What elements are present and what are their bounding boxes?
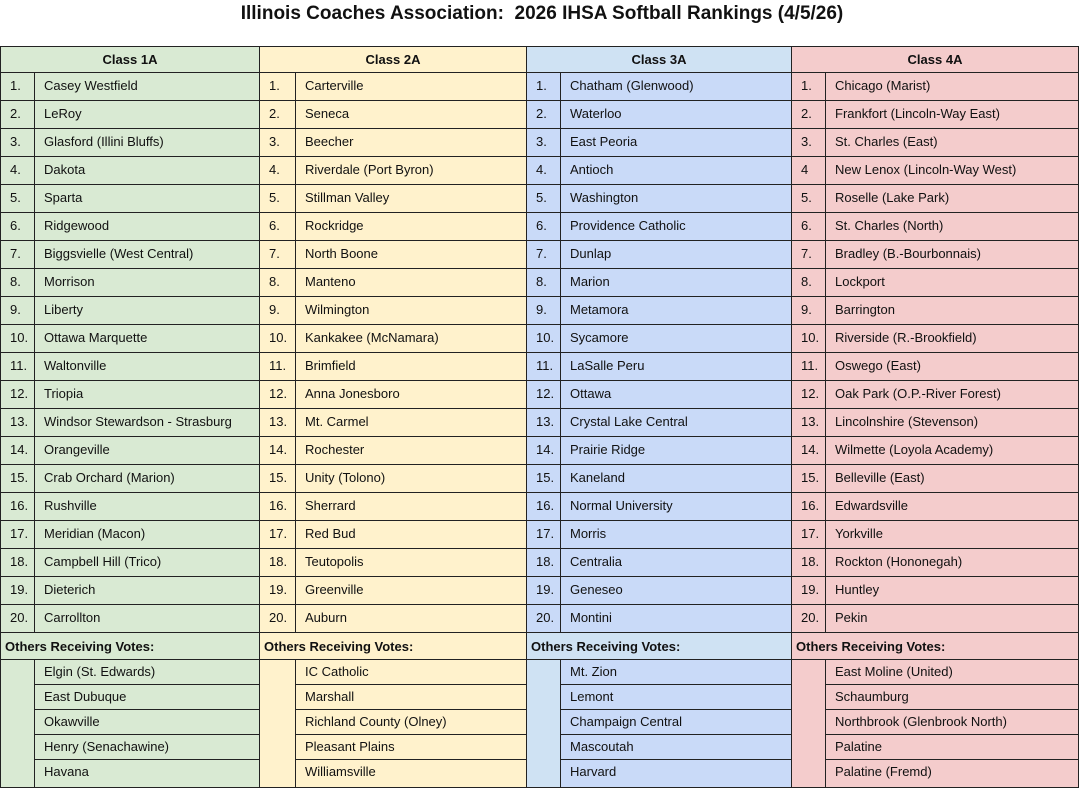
rank-number: 17.: [0, 520, 35, 549]
ranked-team: Dieterich: [34, 576, 260, 605]
rank-number: 4: [791, 156, 826, 185]
rank-number: 2.: [526, 100, 561, 129]
rank-number: 7.: [526, 240, 561, 269]
others-team: Champaign Central: [560, 709, 792, 735]
ranked-team: Chicago (Marist): [825, 72, 1079, 101]
others-team: Williamsville: [295, 759, 527, 788]
rank-number: 18.: [259, 548, 296, 577]
rank-number: 17.: [791, 520, 826, 549]
ranked-team: Dunlap: [560, 240, 792, 269]
rank-number: 6.: [0, 212, 35, 241]
rank-number: 11.: [791, 352, 826, 381]
others-receiving-votes-label: Others Receiving Votes:: [259, 632, 527, 660]
rank-number: 6.: [526, 212, 561, 241]
ranked-team: Manteno: [295, 268, 527, 297]
rank-number: 3.: [791, 128, 826, 157]
ranked-team: St. Charles (East): [825, 128, 1079, 157]
ranked-team: Mt. Carmel: [295, 408, 527, 437]
rank-number: 9.: [0, 296, 35, 325]
ranked-team: Geneseo: [560, 576, 792, 605]
rank-number: 20.: [259, 604, 296, 633]
ranked-team: Wilmington: [295, 296, 527, 325]
rank-number: 17.: [526, 520, 561, 549]
ranked-team: LeRoy: [34, 100, 260, 129]
ranked-team: Morris: [560, 520, 792, 549]
ranked-team: Rockridge: [295, 212, 527, 241]
others-spacer: [259, 659, 296, 788]
ranked-team: Carterville: [295, 72, 527, 101]
rank-number: 13.: [526, 408, 561, 437]
ranked-team: Red Bud: [295, 520, 527, 549]
rank-number: 2.: [791, 100, 826, 129]
rank-number: 16.: [526, 492, 561, 521]
ranked-team: Huntley: [825, 576, 1079, 605]
ranked-team: Roselle (Lake Park): [825, 184, 1079, 213]
ranked-team: Chatham (Glenwood): [560, 72, 792, 101]
rank-number: 19.: [259, 576, 296, 605]
ranked-team: LaSalle Peru: [560, 352, 792, 381]
rank-number: 16.: [791, 492, 826, 521]
others-receiving-votes-label: Others Receiving Votes:: [526, 632, 792, 660]
rank-number: 9.: [791, 296, 826, 325]
rank-number: 1.: [791, 72, 826, 101]
others-team: Mascoutah: [560, 734, 792, 760]
ranked-team: Sherrard: [295, 492, 527, 521]
rank-number: 16.: [259, 492, 296, 521]
rank-number: 15.: [526, 464, 561, 493]
rank-number: 8.: [259, 268, 296, 297]
rank-number: 20.: [526, 604, 561, 633]
rank-number: 5.: [259, 184, 296, 213]
class-1a-header: Class 1A: [0, 46, 260, 73]
others-team: Henry (Senachawine): [34, 734, 260, 760]
rank-number: 2.: [0, 100, 35, 129]
ranked-team: Unity (Tolono): [295, 464, 527, 493]
ranked-team: Windsor Stewardson - Strasburg: [34, 408, 260, 437]
rank-number: 1.: [259, 72, 296, 101]
rank-number: 3.: [526, 128, 561, 157]
ranked-team: Pekin: [825, 604, 1079, 633]
ranked-team: Crystal Lake Central: [560, 408, 792, 437]
ranked-team: Teutopolis: [295, 548, 527, 577]
rank-number: 11.: [0, 352, 35, 381]
rank-number: 12.: [0, 380, 35, 409]
ranked-team: Carrollton: [34, 604, 260, 633]
ranked-team: Ottawa Marquette: [34, 324, 260, 353]
ranked-team: Triopia: [34, 380, 260, 409]
rank-number: 13.: [259, 408, 296, 437]
rank-number: 13.: [0, 408, 35, 437]
rank-number: 15.: [791, 464, 826, 493]
rank-number: 10.: [259, 324, 296, 353]
rank-number: 1.: [0, 72, 35, 101]
ranked-team: Seneca: [295, 100, 527, 129]
others-team: Marshall: [295, 684, 527, 710]
rank-number: 7.: [791, 240, 826, 269]
ranked-team: Oak Park (O.P.-River Forest): [825, 380, 1079, 409]
rank-number: 12.: [791, 380, 826, 409]
ranked-team: Biggsvielle (West Central): [34, 240, 260, 269]
rank-number: 9.: [526, 296, 561, 325]
ranked-team: Lincolnshire (Stevenson): [825, 408, 1079, 437]
ranked-team: Rochester: [295, 436, 527, 465]
ranked-team: Belleville (East): [825, 464, 1079, 493]
rank-number: 13.: [791, 408, 826, 437]
others-spacer: [0, 659, 35, 788]
rank-number: 10.: [526, 324, 561, 353]
rank-number: 14.: [0, 436, 35, 465]
others-team: Palatine: [825, 734, 1079, 760]
ranked-team: Sparta: [34, 184, 260, 213]
rank-number: 15.: [0, 464, 35, 493]
rank-number: 12.: [259, 380, 296, 409]
ranked-team: Washington: [560, 184, 792, 213]
rank-number: 19.: [526, 576, 561, 605]
ranked-team: Sycamore: [560, 324, 792, 353]
rank-number: 18.: [791, 548, 826, 577]
ranked-team: Orangeville: [34, 436, 260, 465]
others-team: Palatine (Fremd): [825, 759, 1079, 788]
others-spacer: [526, 659, 561, 788]
ranked-team: Riverside (R.-Brookfield): [825, 324, 1079, 353]
ranked-team: Prairie Ridge: [560, 436, 792, 465]
rank-number: 14.: [259, 436, 296, 465]
ranked-team: Dakota: [34, 156, 260, 185]
rank-number: 6.: [791, 212, 826, 241]
ranked-team: Brimfield: [295, 352, 527, 381]
ranked-team: Kankakee (McNamara): [295, 324, 527, 353]
ranked-team: Barrington: [825, 296, 1079, 325]
rank-number: 20.: [0, 604, 35, 633]
others-team: East Moline (United): [825, 659, 1079, 685]
ranked-team: Edwardsville: [825, 492, 1079, 521]
ranked-team: Liberty: [34, 296, 260, 325]
rank-number: 9.: [259, 296, 296, 325]
class-3a-header: Class 3A: [526, 46, 792, 73]
others-team: Pleasant Plains: [295, 734, 527, 760]
others-team: Lemont: [560, 684, 792, 710]
others-team: Havana: [34, 759, 260, 788]
rank-number: 17.: [259, 520, 296, 549]
ranked-team: Riverdale (Port Byron): [295, 156, 527, 185]
page-title: Illinois Coaches Association: 2026 IHSA Softball Rankings (4/5/26): [240, 3, 844, 24]
rank-number: 5.: [0, 184, 35, 213]
ranked-team: Wilmette (Loyola Academy): [825, 436, 1079, 465]
ranked-team: Providence Catholic: [560, 212, 792, 241]
ranked-team: Marion: [560, 268, 792, 297]
rank-number: 4.: [259, 156, 296, 185]
others-team: Northbrook (Glenbrook North): [825, 709, 1079, 735]
rank-number: 4.: [526, 156, 561, 185]
ranked-team: Campbell Hill (Trico): [34, 548, 260, 577]
others-team: Okawville: [34, 709, 260, 735]
ranked-team: Kaneland: [560, 464, 792, 493]
rank-number: 2.: [259, 100, 296, 129]
ranked-team: East Peoria: [560, 128, 792, 157]
ranked-team: Ottawa: [560, 380, 792, 409]
rank-number: 12.: [526, 380, 561, 409]
rank-number: 8.: [791, 268, 826, 297]
rank-number: 14.: [791, 436, 826, 465]
ranked-team: Crab Orchard (Marion): [34, 464, 260, 493]
rank-number: 18.: [0, 548, 35, 577]
rank-number: 19.: [791, 576, 826, 605]
ranked-team: Stillman Valley: [295, 184, 527, 213]
rank-number: 20.: [791, 604, 826, 633]
ranked-team: Ridgewood: [34, 212, 260, 241]
rank-number: 7.: [0, 240, 35, 269]
ranked-team: North Boone: [295, 240, 527, 269]
ranked-team: Yorkville: [825, 520, 1079, 549]
rank-number: 15.: [259, 464, 296, 493]
ranked-team: Rushville: [34, 492, 260, 521]
others-receiving-votes-label: Others Receiving Votes:: [0, 632, 260, 660]
others-team: Elgin (St. Edwards): [34, 659, 260, 685]
rank-number: 7.: [259, 240, 296, 269]
ranked-team: Bradley (B.-Bourbonnais): [825, 240, 1079, 269]
ranked-team: Glasford (Illini Bluffs): [34, 128, 260, 157]
rank-number: 16.: [0, 492, 35, 521]
rank-number: 10.: [791, 324, 826, 353]
ranked-team: Montini: [560, 604, 792, 633]
rank-number: 3.: [0, 128, 35, 157]
ranked-team: Auburn: [295, 604, 527, 633]
rank-number: 18.: [526, 548, 561, 577]
others-team: Richland County (Olney): [295, 709, 527, 735]
rank-number: 3.: [259, 128, 296, 157]
others-team: IC Catholic: [295, 659, 527, 685]
rank-number: 5.: [791, 184, 826, 213]
others-team: East Dubuque: [34, 684, 260, 710]
rank-number: 8.: [526, 268, 561, 297]
ranked-team: Metamora: [560, 296, 792, 325]
ranked-team: Waltonville: [34, 352, 260, 381]
ranked-team: Frankfort (Lincoln-Way East): [825, 100, 1079, 129]
rank-number: 19.: [0, 576, 35, 605]
rank-number: 5.: [526, 184, 561, 213]
class-4a-header: Class 4A: [791, 46, 1079, 73]
rank-number: 14.: [526, 436, 561, 465]
ranked-team: Oswego (East): [825, 352, 1079, 381]
rank-number: 11.: [259, 352, 296, 381]
rankings-table: [0, 46, 1079, 788]
rank-number: 8.: [0, 268, 35, 297]
others-team: Schaumburg: [825, 684, 1079, 710]
ranked-team: Waterloo: [560, 100, 792, 129]
class-2a-header: Class 2A: [259, 46, 527, 73]
ranked-team: Meridian (Macon): [34, 520, 260, 549]
rank-number: 10.: [0, 324, 35, 353]
others-team: Harvard: [560, 759, 792, 788]
ranked-team: Normal University: [560, 492, 792, 521]
others-spacer: [791, 659, 826, 788]
rank-number: 6.: [259, 212, 296, 241]
rank-number: 4.: [0, 156, 35, 185]
ranked-team: Morrison: [34, 268, 260, 297]
ranked-team: Lockport: [825, 268, 1079, 297]
ranked-team: Casey Westfield: [34, 72, 260, 101]
ranked-team: St. Charles (North): [825, 212, 1079, 241]
rank-number: 1.: [526, 72, 561, 101]
ranked-team: Rockton (Hononegah): [825, 548, 1079, 577]
ranked-team: Antioch: [560, 156, 792, 185]
others-team: Mt. Zion: [560, 659, 792, 685]
rank-number: 11.: [526, 352, 561, 381]
ranked-team: New Lenox (Lincoln-Way West): [825, 156, 1079, 185]
ranked-team: Greenville: [295, 576, 527, 605]
ranked-team: Centralia: [560, 548, 792, 577]
ranked-team: Anna Jonesboro: [295, 380, 527, 409]
others-receiving-votes-label: Others Receiving Votes:: [791, 632, 1079, 660]
ranked-team: Beecher: [295, 128, 527, 157]
